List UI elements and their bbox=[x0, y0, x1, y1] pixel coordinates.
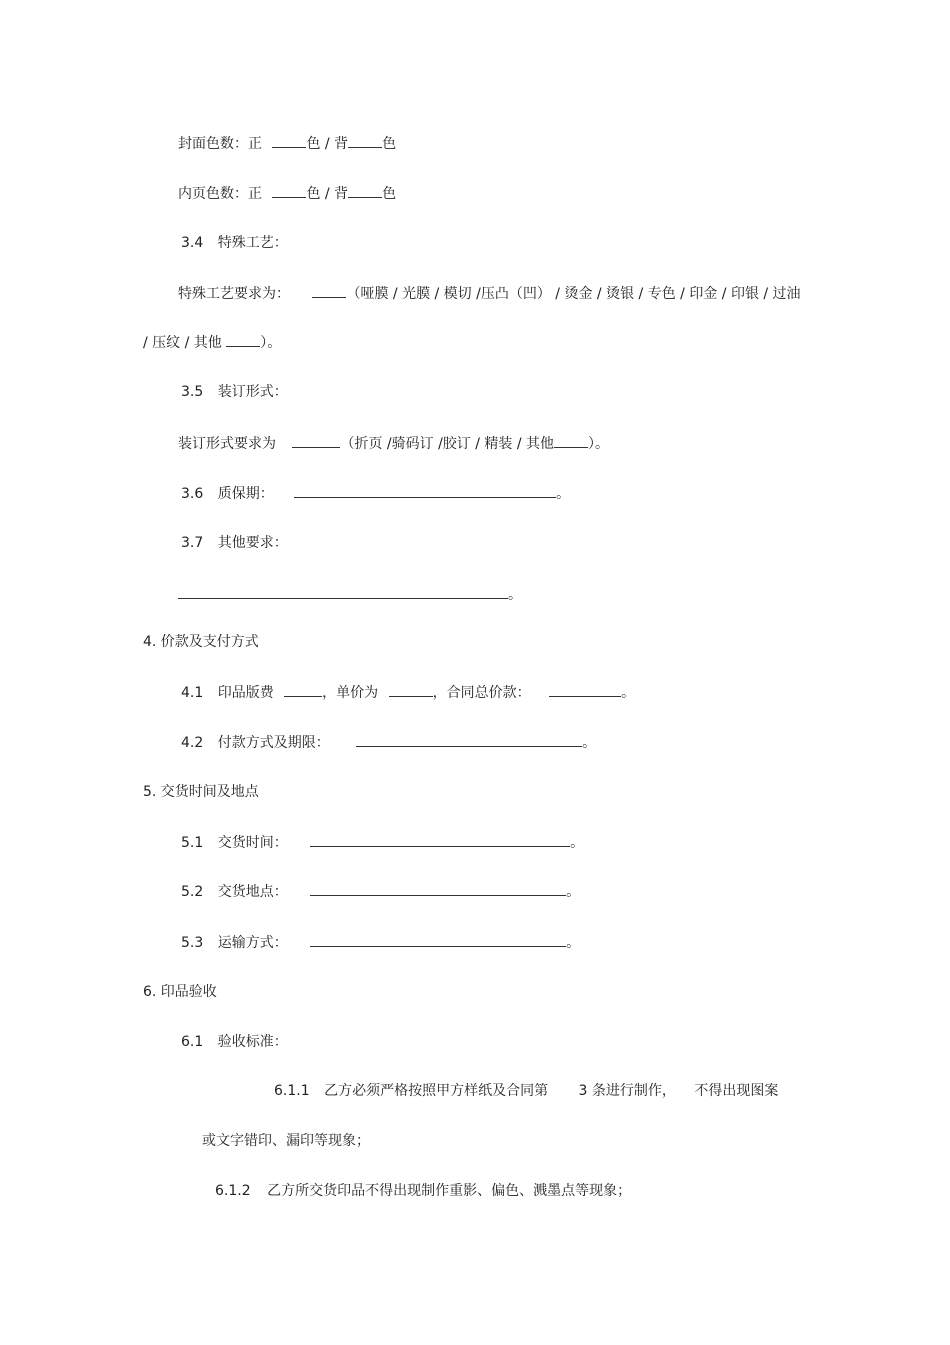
binding-line bbox=[178, 433, 609, 454]
inner-back-unit: 色 bbox=[382, 186, 397, 202]
line-end: 。 bbox=[566, 884, 581, 900]
delivery-place-blank bbox=[310, 881, 566, 896]
plate-fee-blank bbox=[284, 682, 322, 697]
section-3-7 bbox=[181, 533, 288, 553]
section-5-1 bbox=[181, 832, 584, 853]
inner-front-unit: 色 bbox=[306, 186, 321, 202]
clause-text-c: 不得出现图案 bbox=[694, 1083, 779, 1099]
total-price-blank bbox=[549, 682, 621, 697]
special-process-options: （哑膜 / 光膜 / 模切 /压凸（凹） / 烫金 / 烫银 / 专色 / 印金 / 印银 / 过油 bbox=[346, 286, 801, 302]
binding-other-blank bbox=[554, 433, 588, 448]
section-title: 质保期： bbox=[217, 486, 274, 502]
special-process-continued: / 压纹 / 其他 bbox=[143, 335, 222, 351]
section-title: 特殊工艺： bbox=[217, 235, 288, 251]
inner-color-label: 内页色数：正 bbox=[178, 186, 262, 202]
section-3-6 bbox=[181, 483, 570, 504]
special-process-label: 特殊工艺要求为： bbox=[178, 286, 290, 302]
section-number: 6.1.1 bbox=[274, 1083, 310, 1099]
line-end: 。 bbox=[556, 486, 571, 502]
section-3-4 bbox=[181, 233, 288, 253]
section-number: 6.1 bbox=[181, 1034, 204, 1050]
cover-sep: / 背 bbox=[324, 136, 349, 152]
delivery-time-blank bbox=[310, 832, 570, 847]
section-3-5 bbox=[181, 382, 288, 402]
inner-sep: / 背 bbox=[324, 186, 349, 202]
line-end: 。 bbox=[570, 835, 585, 851]
inner-color-line bbox=[178, 183, 396, 204]
section-number: 4.2 bbox=[181, 735, 204, 751]
cover-back-unit: 色 bbox=[382, 136, 397, 152]
section-6-1 bbox=[181, 1032, 288, 1052]
special-other-blank bbox=[226, 332, 260, 347]
section-title: 交货时间： bbox=[217, 835, 288, 851]
plate-fee-label: 印品版费 bbox=[217, 685, 274, 701]
section-number: 3.5 bbox=[181, 384, 204, 400]
cover-color-label: 封面色数：正 bbox=[178, 136, 262, 152]
section-5-3 bbox=[181, 932, 580, 953]
section-5-2 bbox=[181, 881, 580, 902]
special-process-line bbox=[178, 283, 801, 304]
section-4-2 bbox=[181, 732, 596, 753]
section-title: 交货地点： bbox=[217, 884, 288, 900]
line-end: 。 bbox=[566, 935, 581, 951]
cover-front-blank bbox=[272, 133, 306, 148]
section-number: 5.2 bbox=[181, 884, 204, 900]
section-4-heading: 4. 价款及支付方式 bbox=[143, 634, 259, 650]
section-title: 验收标准： bbox=[217, 1034, 288, 1050]
binding-blank bbox=[292, 433, 340, 448]
section-6-heading: 6. 印品验收 bbox=[143, 984, 217, 1000]
section-6-1-1 bbox=[274, 1081, 778, 1101]
cover-front-unit: 色 bbox=[306, 136, 321, 152]
special-process-blank bbox=[312, 283, 346, 298]
line-end: 。 bbox=[582, 735, 597, 751]
binding-options: （折页 /骑码订 /胶订 / 精装 / 其他 bbox=[340, 436, 555, 452]
binding-end: ）。 bbox=[588, 436, 610, 452]
line-end: 。 bbox=[621, 685, 636, 701]
section-number: 3.6 bbox=[181, 486, 204, 502]
cover-back-blank bbox=[348, 133, 382, 148]
inner-back-blank bbox=[348, 183, 382, 198]
section-number: 4.1 bbox=[181, 685, 204, 701]
total-price-label: ，合同总价款： bbox=[432, 685, 531, 701]
section-number: 3.4 bbox=[181, 235, 204, 251]
other-requirements-blank bbox=[178, 584, 508, 599]
clause-text-b: 3 条进行制作， bbox=[578, 1083, 676, 1099]
section-title: 付款方式及期限： bbox=[217, 735, 330, 751]
section-4-1 bbox=[181, 682, 635, 703]
section-number: 5.1 bbox=[181, 835, 204, 851]
binding-label: 装订形式要求为 bbox=[178, 436, 276, 452]
section-number: 6.1.2 bbox=[215, 1183, 251, 1199]
payment-blank bbox=[356, 732, 582, 747]
warranty-blank bbox=[294, 483, 556, 498]
line-end: 。 bbox=[508, 587, 522, 603]
section-title: 装订形式： bbox=[217, 384, 288, 400]
section-6-1-2 bbox=[215, 1181, 631, 1201]
section-title: 其他要求： bbox=[217, 535, 288, 551]
clause-text: 乙方所交货印品不得出现制作重影、偏色、溅墨点等现象； bbox=[267, 1183, 632, 1199]
unit-price-label: ，单价为 bbox=[322, 685, 379, 701]
transport-blank bbox=[310, 932, 566, 947]
section-number: 5.3 bbox=[181, 935, 204, 951]
special-process-line-2 bbox=[143, 332, 281, 353]
section-title: 运输方式： bbox=[217, 935, 288, 951]
unit-price-blank bbox=[389, 682, 433, 697]
cover-color-line bbox=[178, 133, 396, 154]
section-number: 3.7 bbox=[181, 535, 204, 551]
section-6-1-1-continued: 或文字错印、漏印等现象； bbox=[202, 1133, 370, 1149]
other-requirements-blank-line bbox=[178, 584, 522, 605]
inner-front-blank bbox=[272, 183, 306, 198]
section-5-heading: 5. 交货时间及地点 bbox=[143, 784, 259, 800]
clause-text-a: 乙方必须严格按照甲方样纸及合同第 bbox=[324, 1083, 549, 1099]
special-process-end: ）。 bbox=[260, 335, 282, 351]
